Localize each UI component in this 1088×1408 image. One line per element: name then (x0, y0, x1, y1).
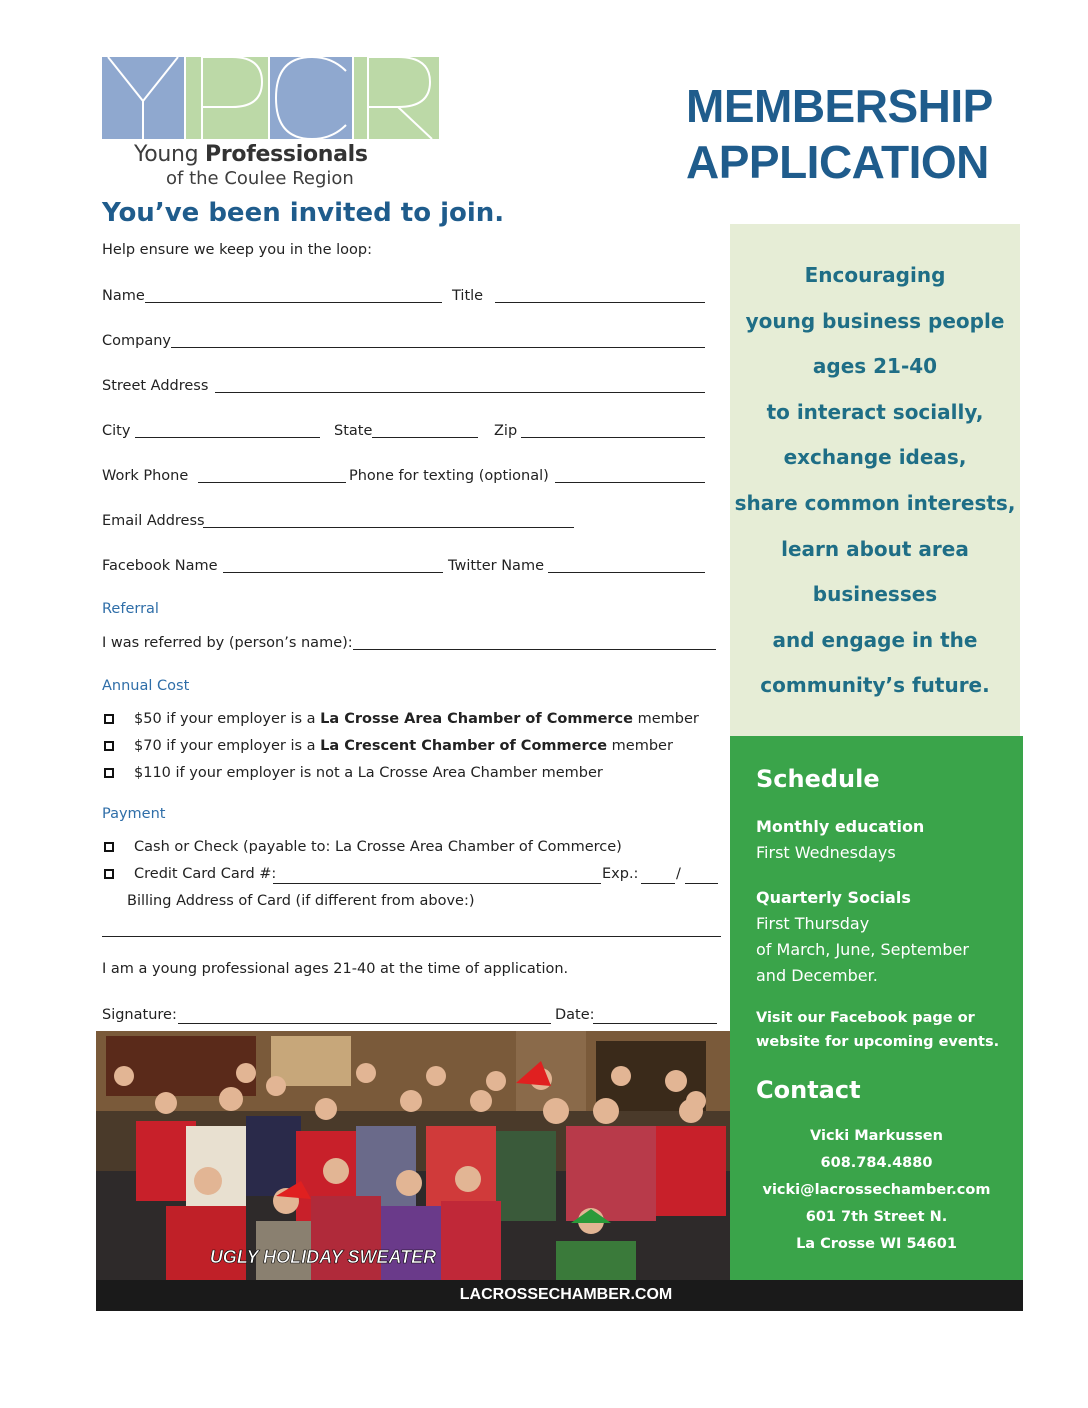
date-field[interactable] (593, 1023, 717, 1024)
city-label: City (102, 423, 131, 439)
text-phone-field[interactable] (555, 482, 705, 483)
company-label: Company (102, 333, 171, 349)
city-field[interactable] (135, 437, 320, 438)
contact-city: La Crosse WI 54601 (796, 1236, 957, 1252)
intro-text: Help ensure we keep you in the loop: (102, 242, 372, 258)
twitter-field[interactable] (548, 572, 705, 573)
mission-line-7: learn about area (781, 537, 969, 561)
cash-option: Cash or Check (payable to: La Crosse Area Chamber of Commerce) (134, 839, 622, 855)
contact-heading: Contact (756, 1076, 861, 1104)
exp-month-field[interactable] (641, 883, 675, 884)
quarterly-line-3: and December. (756, 966, 878, 985)
work-phone-field[interactable] (198, 482, 346, 483)
card-label: Credit Card Card #: (134, 866, 277, 882)
cost-50-checkbox[interactable] (104, 714, 114, 724)
group-holiday-photo (96, 1031, 730, 1280)
mission-line-10: community’s future. (760, 673, 990, 697)
title-field[interactable] (495, 302, 705, 303)
contact-name: Vicki Markussen (810, 1128, 943, 1144)
title-label: Title (452, 288, 484, 304)
mission-line-8: businesses (812, 582, 938, 606)
schedule-heading: Schedule (756, 765, 880, 793)
referral-field[interactable] (353, 649, 716, 650)
state-label: State (334, 423, 373, 439)
twitter-label: Twitter Name (448, 558, 544, 574)
work-phone-label: Work Phone (102, 468, 189, 484)
exp-year-field[interactable] (685, 883, 718, 884)
mission-line-9: and engage in the (772, 628, 978, 652)
invite-heading: You’ve been invited to join. (102, 198, 505, 228)
footer-website[interactable]: LACROSSECHAMBER.COM (459, 1286, 673, 1303)
contact-phone: 608.784.4880 (820, 1155, 933, 1171)
signature-label: Signature: (102, 1007, 177, 1023)
state-field[interactable] (372, 437, 478, 438)
name-field[interactable] (145, 302, 442, 303)
zip-field[interactable] (521, 437, 705, 438)
exp-label: Exp.: (602, 866, 639, 882)
company-field[interactable] (171, 347, 705, 348)
mission-line-5: exchange ideas, (783, 445, 967, 469)
mission-line-2: young business people (745, 309, 1005, 333)
photo-caption: UGLY HOLIDAY SWEATER (209, 1247, 437, 1267)
email-field[interactable] (203, 527, 574, 528)
logo-text-line1: Young Professionals (134, 142, 368, 167)
cost-option-70: $70 if your employer is a La Crescent Chamber of Commerce member (134, 738, 673, 754)
cost-option-50: $50 if your employer is a La Crosse Area Chamber of Commerce member (134, 711, 699, 727)
mission-panel (730, 224, 1020, 736)
quarterly-line-2: of March, June, September (756, 940, 969, 959)
text-phone-label: Phone for texting (optional) (349, 468, 549, 484)
mission-line-1: Encouraging (804, 263, 946, 287)
document-title (686, 78, 993, 190)
logo-text-line2: of the Coulee Region (166, 168, 354, 189)
street-label: Street Address (102, 378, 209, 394)
referral-label: I was referred by (person’s name): (102, 635, 353, 651)
ypcr-logo-letters (102, 57, 439, 139)
email-label: Email Address (102, 513, 205, 529)
zip-label: Zip (494, 423, 518, 439)
name-label: Name (102, 288, 145, 304)
title-line-1: MEMBERSHIP (686, 80, 993, 132)
billing-address-field[interactable] (102, 936, 721, 937)
exp-separator: / (676, 866, 681, 882)
title-line-2: APPLICATION (686, 136, 989, 188)
facebook-label: Facebook Name (102, 558, 218, 574)
facebook-field[interactable] (223, 572, 443, 573)
card-checkbox[interactable] (104, 869, 114, 879)
referral-heading: Referral (102, 601, 159, 617)
payment-heading: Payment (102, 806, 166, 822)
annual-cost-heading: Annual Cost (102, 678, 190, 694)
contact-street: 601 7th Street N. (805, 1209, 948, 1225)
contact-email[interactable]: vicki@lacrossechamber.com (762, 1182, 991, 1198)
card-number-field[interactable] (273, 883, 601, 884)
attestation-text: I am a young professional ages 21-40 at the time of application. (102, 961, 569, 977)
visit-line-2: website for upcoming events. (756, 1034, 1000, 1050)
mission-line-4: to interact socially, (766, 400, 984, 424)
mission-line-3: ages 21-40 (812, 354, 938, 378)
quarterly-title: Quarterly Socials (756, 888, 911, 907)
cash-checkbox[interactable] (104, 842, 114, 852)
visit-line-1: Visit our Facebook page or (756, 1010, 975, 1026)
monthly-when: First Wednesdays (756, 843, 896, 862)
signature-field[interactable] (178, 1023, 551, 1024)
cost-70-checkbox[interactable] (104, 741, 114, 751)
cost-option-110: $110 if your employer is not a La Crosse Area Chamber member (134, 765, 603, 781)
street-field[interactable] (215, 392, 705, 393)
date-label: Date: (555, 1007, 595, 1023)
monthly-title: Monthly education (756, 817, 925, 836)
cost-110-checkbox[interactable] (104, 768, 114, 778)
billing-label: Billing Address of Card (if different from above:) (127, 893, 475, 909)
quarterly-line-1: First Thursday (756, 914, 870, 933)
mission-line-6: share common interests, (734, 491, 1016, 515)
